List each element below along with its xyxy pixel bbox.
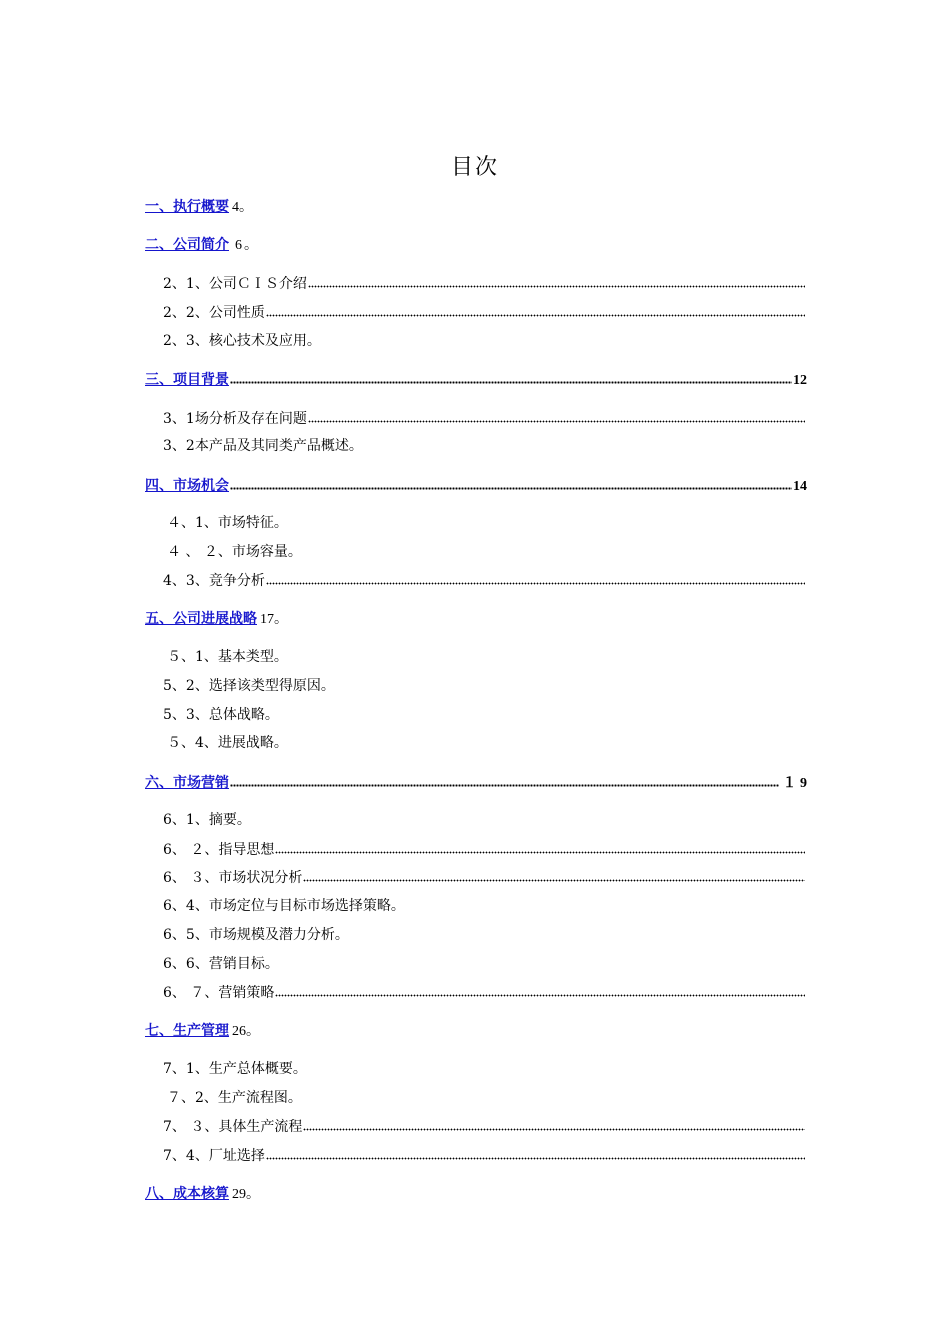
toc-link-sec3[interactable]: 三、项目背景 (145, 372, 229, 388)
toc-sub-label: ７、2、生产流程图 (167, 1090, 288, 1106)
toc-title: 目次 (450, 155, 499, 180)
toc-link-sec5[interactable]: 五、公司进展战略 (145, 611, 257, 627)
end-mark: 。 (246, 1023, 260, 1039)
toc-link-sec7[interactable]: 七、生产管理 (145, 1023, 229, 1039)
page-number: 6 (235, 238, 242, 253)
page-number: 4 (232, 200, 239, 215)
toc-entry-3-1 (163, 407, 806, 429)
end-mark: 。 (273, 649, 288, 665)
toc-link-sec1[interactable]: 一、执行概要 (145, 199, 229, 215)
dot-leader (308, 409, 805, 425)
toc-sub-label: 5、3、总体战略 (163, 707, 265, 723)
dot-leader (266, 303, 805, 319)
toc-link-sec8[interactable]: 八、成本核算 (145, 1186, 229, 1202)
toc-entry-7-1 (163, 1058, 806, 1080)
end-mark: 。 (306, 333, 321, 349)
dot-leader (275, 983, 805, 999)
toc-entry-sec3 (145, 368, 807, 390)
toc-entry-sec8 (145, 1183, 807, 1205)
end-mark: 。 (390, 898, 405, 914)
end-mark: 。 (264, 956, 279, 972)
toc-sub-label: 2、1、公司ＣＩＳ介绍 (163, 276, 307, 292)
toc-entry-5-2 (163, 675, 806, 697)
toc-link-sec4[interactable]: 四、市场机会 (145, 478, 229, 494)
toc-sub-label: 6、 ２、指导思想 (163, 842, 275, 858)
page-number: 17 (260, 612, 274, 627)
toc-entry-2-2 (163, 301, 806, 323)
end-mark: 。 (244, 237, 258, 253)
dot-leader (303, 1117, 805, 1133)
dot-leader (308, 274, 805, 290)
toc-sub-label: ４、1、市场特征 (167, 515, 274, 531)
toc-entry-6-3 (163, 866, 806, 888)
toc-link-sec6[interactable]: 六、市场营销 (145, 775, 229, 791)
toc-sub-label: 6、1、摘要 (163, 812, 237, 828)
toc-entry-2-3 (163, 330, 806, 352)
toc-entry-5-4 (167, 732, 806, 754)
dot-leader (230, 476, 792, 492)
dot-leader (266, 571, 805, 587)
toc-sub-label: 7、4、厂址选择 (163, 1148, 265, 1164)
toc-entry-5-1 (167, 646, 806, 668)
dot-leader (230, 370, 792, 386)
dot-leader (266, 1146, 805, 1162)
end-mark: 。 (273, 735, 288, 751)
end-mark: 。 (236, 812, 251, 828)
toc-entry-sec7 (145, 1020, 807, 1042)
toc-sub-label: ５、4、进展战略 (167, 735, 274, 751)
dot-leader (303, 868, 805, 884)
end-mark: 。 (320, 678, 335, 694)
toc-entry-4-2 (167, 541, 806, 563)
toc-entry-sec1 (145, 196, 807, 218)
toc-sub-label: 营销策略 (218, 985, 275, 1001)
toc-sub-label: 6、4、市场定位与目标市场选择策略 (163, 898, 391, 914)
toc-entry-sec4 (145, 474, 807, 496)
toc-sub-label: ４ 、 ２、市场容量 (167, 544, 288, 560)
end-mark: 。 (348, 438, 363, 454)
toc-entry-3-2 (163, 435, 806, 457)
end-mark: 。 (292, 1061, 307, 1077)
toc-sub-label: 7、 ３、具体生产流程 (163, 1119, 303, 1135)
toc-entry-sec6 (145, 771, 807, 793)
toc-entry-7-3 (163, 1115, 806, 1137)
end-mark: 。 (287, 544, 302, 560)
toc-entry-6-7 (163, 981, 806, 1003)
end-mark: 。 (239, 199, 253, 215)
toc-entry-6-2 (163, 838, 806, 860)
toc-entry-4-3 (163, 569, 806, 591)
toc-entry-7-2 (167, 1087, 806, 1109)
toc-sub-prefix: 6、5、 (163, 927, 209, 943)
page-number: 29 (232, 1187, 246, 1202)
end-mark: 。 (287, 1090, 302, 1106)
toc-entry-2-1 (163, 272, 806, 294)
end-mark: 。 (246, 1186, 260, 1202)
end-mark: 。 (334, 927, 349, 943)
toc-entry-6-4 (163, 895, 806, 917)
toc-entry-4-1 (167, 512, 806, 534)
dot-leader (230, 773, 779, 789)
toc-sub-label: 2、2、公司性质 (163, 305, 265, 321)
toc-sub-label: 3、1场分析及存在问题 (163, 411, 307, 427)
page-number: 26 (232, 1024, 246, 1039)
toc-entry-sec5 (145, 608, 807, 630)
toc-sub-label: ５、1、基本类型 (167, 649, 274, 665)
end-mark: 。 (264, 707, 279, 723)
toc-entry-6-1 (163, 809, 806, 831)
toc-sub-label: 4、3、竞争分析 (163, 573, 265, 589)
toc-sub-label: 市场规模及潜力分析 (208, 927, 335, 943)
page-number: 14 (793, 479, 807, 494)
dot-leader (275, 840, 805, 856)
toc-sub-label: 7、1、生产总体概要 (163, 1061, 293, 1077)
toc-entry-sec2 (145, 234, 807, 256)
toc-sub-prefix: 6、 ７、 (163, 985, 219, 1001)
toc-entry-5-3 (163, 704, 806, 726)
toc-link-sec2[interactable]: 二、公司简介 (145, 237, 229, 253)
toc-sub-label: 3、2本产品及其同类产品概述 (163, 438, 349, 454)
toc-sub-label: 6、 ３、市场状况分析 (163, 870, 303, 886)
end-mark: 。 (273, 515, 288, 531)
end-mark: 。 (274, 611, 288, 627)
page-number: 12 (793, 373, 807, 388)
toc-sub-label: 6、6、营销目标 (163, 956, 265, 972)
toc-sub-label: 5、2、选择该类型得原因 (163, 678, 321, 694)
page-number: １ 9 (782, 776, 807, 791)
toc-entry-7-4 (163, 1144, 806, 1166)
toc-sub-label: 2、3、核心技术及应用 (163, 333, 307, 349)
toc-entry-6-6 (163, 953, 806, 975)
toc-entry-6-5 (163, 924, 806, 946)
